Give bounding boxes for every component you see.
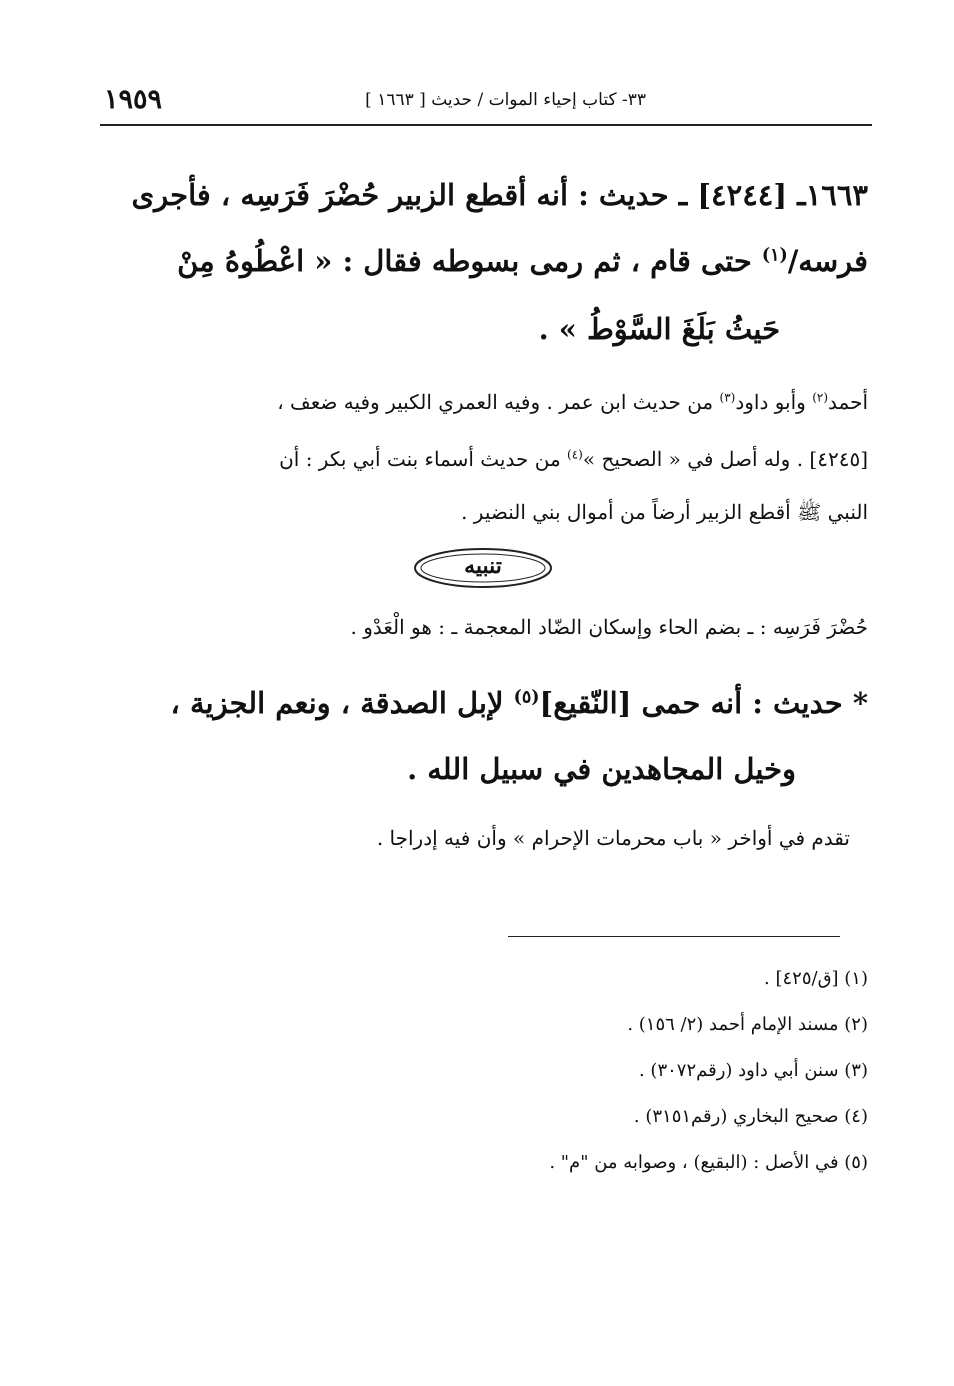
tanbih-label: تنبيه [464,553,502,579]
commentary-text: من حديث أسماء بنت أبي بكر : أن [279,447,568,471]
footnote-ref-5: (٥) [513,687,540,708]
tanbih-note: حُضْرَ فَرَسِه : ـ بضم الحاء وإسكان الضّاد المعجمة ـ : هو الْعَدْو . [350,615,868,639]
hadith-1663-line-1: ١٦٦٣ـ [٤٢٤٤] ـ حديث : أنه أقطع الزبير حُضْرَ فَرَسِه ، فأجرى [131,178,868,212]
hadith-text: فرسه/ [787,244,868,278]
commentary-text: من حديث ابن عمر . وفيه العمري الكبير وفيه ضعف ، [277,390,720,414]
footnote-5: (٥) في الأصل : (البقيع) ، وصوابه من "م" . [549,1152,868,1173]
footnote-separator [508,936,840,937]
hadith-2-line-2: وخيل المجاهدين في سبيل الله . [407,752,796,786]
hadith-2-line-1 [171,686,869,720]
footnote-4: (٤) صحيح البخاري (رقم٣١٥١) . [633,1106,868,1127]
commentary-line-3: النبي ﷺ أقطع الزبير أرضاً من أموال بني النضير . [461,500,868,524]
hadith-1663-line-2 [177,244,868,278]
hadith-text: لإبل الصدقة ، ونعم الجزية ، [170,686,514,720]
tanbih-ornament [412,545,554,591]
hadith-1663-line-3: حَيثُ بَلَغَ السَّوْطُ » . [538,312,780,346]
hadith-text: حتى قام ، ثم رمى بسوطه فقال : « اعْطُوهُ مِنْ [177,244,762,278]
commentary-text: أحمد [828,390,868,414]
page-header [100,82,872,126]
hadith-2-comment: تقدم في أواخر « باب محرمات الإحرام » وأن فيه إدراجا . [376,826,850,850]
commentary-line-2 [279,447,868,471]
running-head: ٣٣- كتاب إحياء الموات / حديث [ ١٦٦٣ ] [365,90,646,110]
footnote-ref-4: (٤) [567,447,583,462]
page-number: ١٩٥٩ [104,84,163,115]
footnote-1: (١) [ق/٤٢٥] . [764,968,868,989]
footnote-ref-2: (٢) [812,390,829,405]
commentary-line-1 [277,390,868,414]
commentary-text: [٤٢٤٥] . وله أصل في « الصحيح » [582,447,868,471]
footnote-ref-3: (٣) [719,390,736,405]
hadith-text: * حديث : أنه حمى [النّقيع] [539,686,868,720]
footnote-ref-1: (١) [761,245,788,266]
footnote-3: (٣) سنن أبي داود (رقم٣٠٧٢) . [638,1060,868,1081]
footnote-2: (٢) مسند الإمام أحمد (٢/ ١٥٦) . [627,1014,868,1035]
commentary-text: وأبو داود [735,390,813,414]
